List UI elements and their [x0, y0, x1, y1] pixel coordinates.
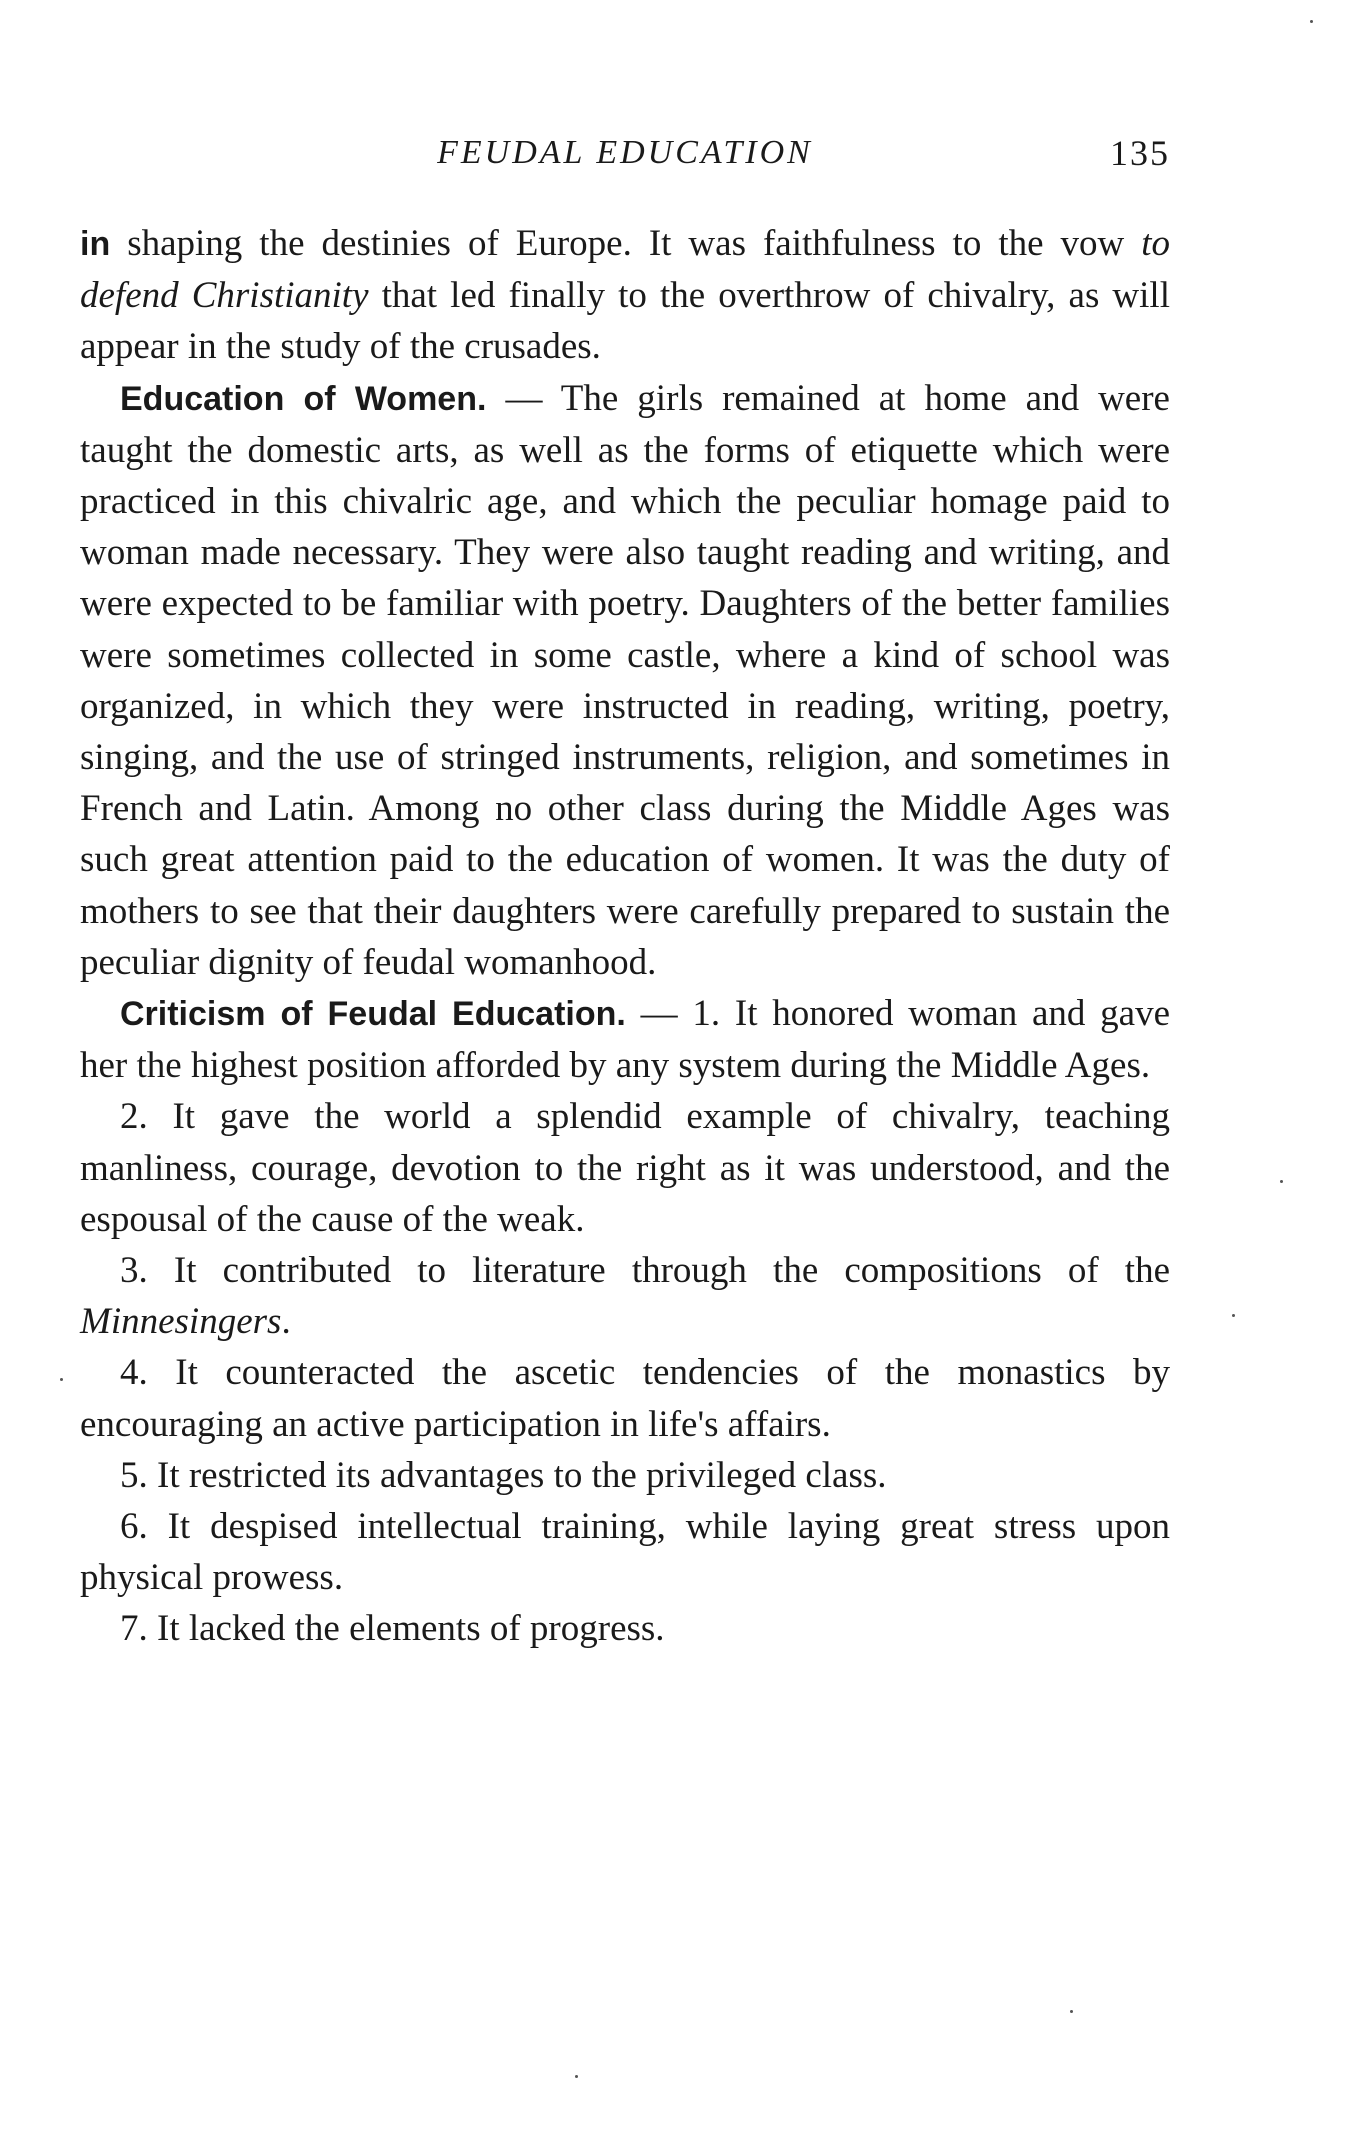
criticism-point-text: It gave the world a splendid example of chivalry, teaching manliness, courage, devotion to the right as it was understood, and the espousal of the cause of the weak. — [80, 1096, 1171, 1240]
women-education-paragraph — [80, 373, 1170, 988]
paper-speck — [1310, 20, 1313, 23]
criticism-dash: — — [625, 993, 693, 1035]
intro-paragraph — [80, 218, 1170, 373]
paper-speck — [575, 2075, 578, 2078]
paper-speck — [60, 1378, 63, 1381]
running-title: FEUDAL EDUCATION — [437, 134, 813, 171]
criticism-point-7 — [80, 1603, 1170, 1654]
criticism-point-text: It restricted its advantages to the privileged class. — [157, 1454, 887, 1496]
criticism-point-6 — [80, 1501, 1170, 1603]
criticism-point-number: 7. — [120, 1608, 148, 1650]
women-education-heading: Education of Women. — [120, 379, 487, 418]
intro-text-part-1: shaping the destinies of Europe. It was faithfulness to the vow — [110, 223, 1142, 264]
criticism-heading: Criticism of Feudal Education. — [120, 995, 626, 1034]
criticism-point-number: 3. — [120, 1250, 148, 1292]
women-education-text: The girls remained at home and were taught the domestic arts, as well as the forms of etiquette which were practiced in this chivalric age, and which the peculiar homage paid to woman made necessary. They were also taught reading and writing, and were expected to be familiar with poetry. Daughters of the better families were sometimes collected in some castle, where a kind of school was organized, in which they were instructed in reading, writing, poetry, singing, and the use of stringed instruments, religion, and sometimes in French and Latin. Among no other class during the Middle Ages was such great attention paid to the education of women. It was the duty of mothers to see that their daughters were carefully prepared to sustain the peculiar dignity of feudal womanhood. — [80, 377, 1170, 983]
criticism-paragraph — [80, 988, 1170, 1091]
criticism-point-text: It honored woman and gave her the highest position afforded by any system during the Middle Ages. — [80, 993, 1171, 1087]
criticism-point-text: It counteracted the ascetic tendencies of the monastics by encouraging an active participation in life's affairs. — [80, 1352, 1170, 1445]
paper-speck — [1232, 1314, 1235, 1317]
criticism-point-number: 4. — [120, 1352, 148, 1394]
minnesingers-emphasis: Minnesingers — [80, 1301, 282, 1343]
intro-lead-word: in — [80, 225, 111, 263]
criticism-point-text: It despised intellectual training, while laying great stress upon physical prowess. — [80, 1506, 1171, 1599]
page-number: 135 — [1110, 133, 1170, 173]
criticism-point-number: 2. — [120, 1096, 148, 1138]
criticism-point-5 — [80, 1450, 1170, 1501]
criticism-point-text-end: . — [281, 1301, 291, 1343]
women-education-dash: — — [486, 377, 561, 419]
criticism-point-text: It lacked the elements of progress. — [157, 1608, 665, 1650]
intro-emphasis: to defend Christianity — [80, 223, 1170, 317]
criticism-point-2 — [80, 1091, 1170, 1245]
paper-speck — [1070, 2010, 1073, 2013]
criticism-point-3 — [80, 1245, 1170, 1347]
criticism-point-number: 1. — [692, 993, 721, 1035]
criticism-point-4 — [80, 1347, 1170, 1449]
running-head — [80, 128, 1170, 178]
intro-text-part-2: that led finally to the overthrow of chivalry, as will appear in the study of the crusades. — [80, 275, 1170, 368]
body-text — [80, 218, 1170, 1655]
criticism-point-number: 5. — [120, 1454, 148, 1496]
criticism-point-text: It contributed to literature through the compositions of the — [173, 1250, 1170, 1292]
criticism-point-number: 6. — [120, 1506, 148, 1548]
paper-speck — [1280, 1180, 1283, 1183]
